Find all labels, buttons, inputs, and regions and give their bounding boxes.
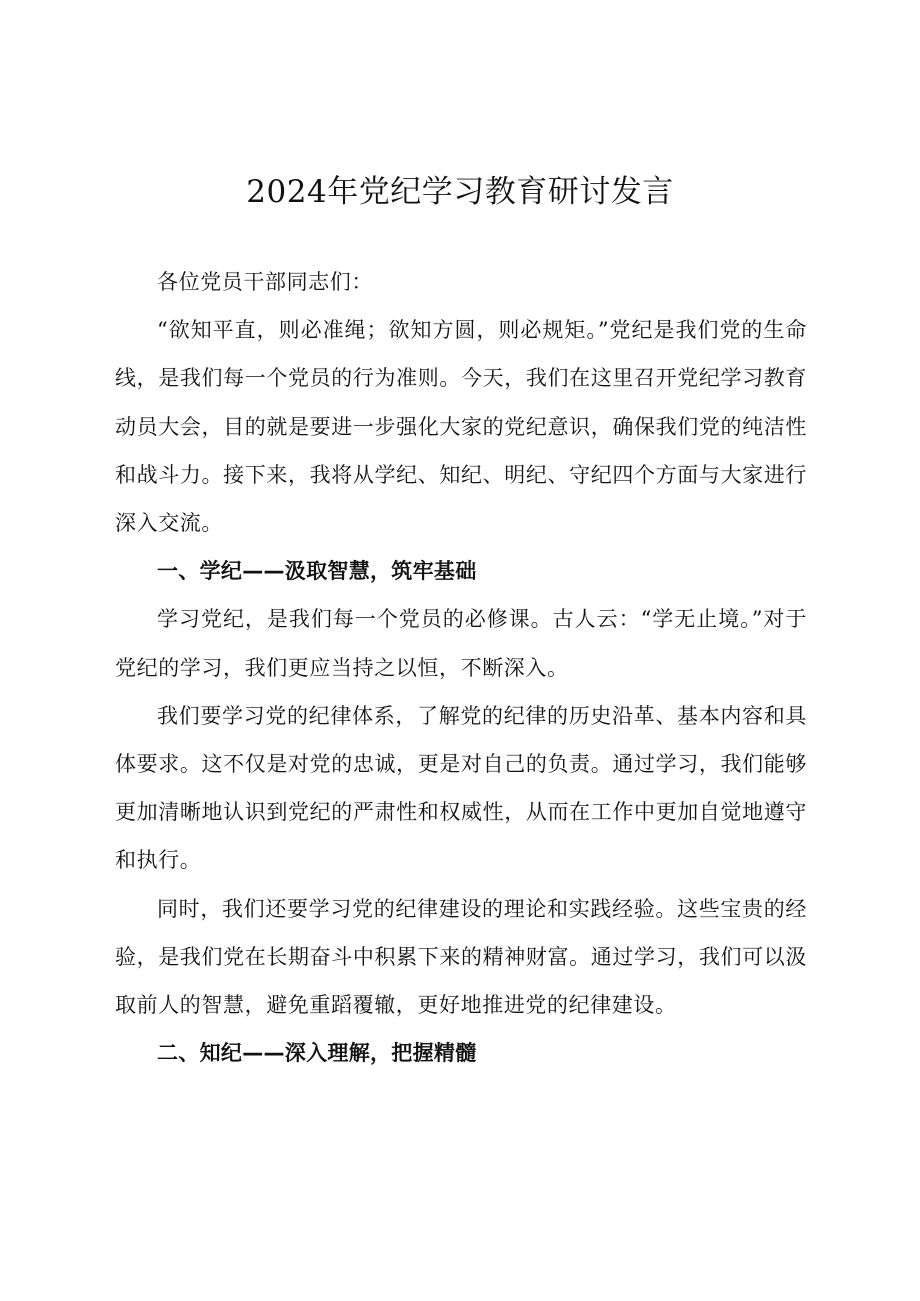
document-body — [115, 258, 807, 1077]
document-title: 2024年党纪学习教育研讨发言 — [246, 174, 674, 210]
section-1-paragraph-2: 我们要学习党的纪律体系，了解党的纪律的历史沿革、基本内容和具体要求。这不仅是对党的忠诚，更是对自己的负责。通过学习，我们能够更加清晰地认识到党纪的严肃性和权威性，从而在工作中更加自觉地遵守和执行。 — [115, 703, 807, 873]
salutation: 各位党员干部同志们： — [157, 270, 373, 294]
section-heading-1: 一、学纪——汲取智慧，筑牢基础 — [157, 559, 477, 584]
section-1-paragraph-3: 同时，我们还要学习党的纪律建设的理论和实践经验。这些宝贵的经验，是我们党在长期奋斗中积累下来的精神财富。通过学习，我们可以汲取前人的智慧，避免重蹈覆辙，更好地推进党的纪律建设。 — [115, 896, 807, 1018]
intro-paragraph: “欲知平直，则必准绳；欲知方圆，则必规矩。”党纪是我们党的生命线，是我们每一个党员的行为准则。今天，我们在这里召开党纪学习教育动员大会，目的就是要进一步强化大家的党纪意识，确保我们党的纯洁性和战斗力。接下来，我将从学纪、知纪、明纪、守纪四个方面与大家进行深入交流。 — [115, 318, 807, 536]
section-1-paragraph-1: 学习党纪，是我们每一个党员的必修课。古人云：“学无止境。”对于党纪的学习，我们更应当持之以恒，不断深入。 — [115, 607, 807, 680]
section-heading-2: 二、知纪——深入理解，把握精髓 — [157, 1041, 477, 1066]
